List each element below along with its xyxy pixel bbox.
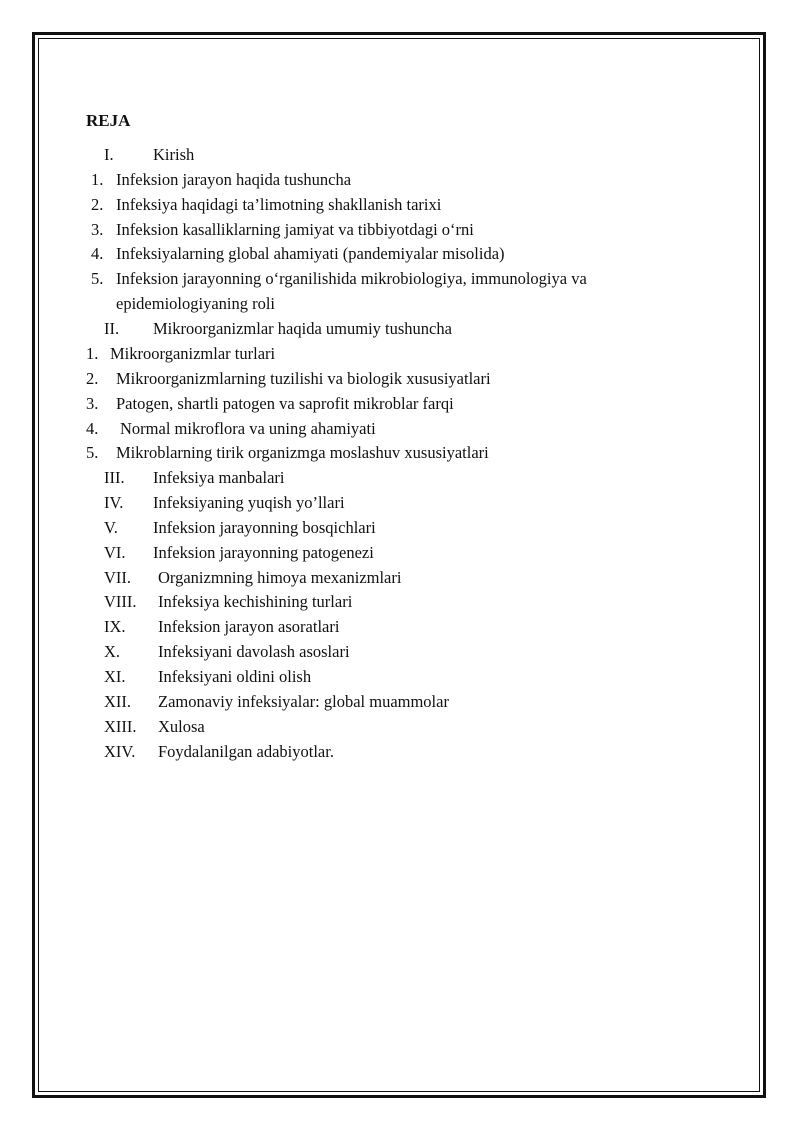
item-text: Foydalanilgan adabiyotlar. bbox=[158, 742, 334, 761]
item-text: Infeksiya manbalari bbox=[153, 468, 285, 487]
item-marker: 5. bbox=[86, 443, 99, 462]
item-marker: X. bbox=[104, 642, 121, 661]
item-marker: XIII. bbox=[104, 717, 137, 736]
item-text: Mikroorganizmlarning tuzilishi va biologik xususiyatlari bbox=[116, 369, 491, 388]
item-text: Xulosa bbox=[158, 717, 205, 736]
item-marker: 3. bbox=[86, 394, 99, 413]
item-text: Zamonaviy infeksiyalar: global muammolar bbox=[158, 692, 449, 711]
item-marker: II. bbox=[104, 319, 120, 338]
item-marker: I. bbox=[104, 145, 114, 164]
item-marker: 3. bbox=[91, 220, 104, 239]
item-marker: 4. bbox=[86, 419, 99, 438]
item-marker: IX. bbox=[104, 617, 126, 636]
item-text: Infeksiyaning yuqish yo’llari bbox=[153, 493, 345, 512]
item-marker: 2. bbox=[86, 369, 99, 388]
item-marker: III. bbox=[104, 468, 125, 487]
item-text: Infeksion jarayonning patogenezi bbox=[153, 543, 374, 562]
item-text: Infeksiyani oldini olish bbox=[158, 667, 312, 686]
item-marker: IV. bbox=[104, 493, 124, 512]
item-text: Infeksion jarayon asoratlari bbox=[158, 617, 340, 636]
item-marker: 5. bbox=[91, 269, 104, 288]
item-text: Infeksiya kechishining turlari bbox=[158, 592, 353, 611]
item-text: Organizmning himoya mexanizmlari bbox=[158, 568, 402, 587]
item-text: Normal mikroflora va uning ahamiyati bbox=[120, 419, 376, 438]
item-text: epidemiologiyaning roli bbox=[116, 294, 276, 313]
item-marker: 2. bbox=[91, 195, 104, 214]
item-text: Infeksiya haqidagi ta’limotning shakllanish tarixi bbox=[116, 195, 442, 214]
item-text: Patogen, shartli patogen va saprofit mikroblar farqi bbox=[116, 394, 454, 413]
item-marker: VI. bbox=[104, 543, 126, 562]
item-text: Infeksion jarayonning o‘rganilishida mikrobiologiya, immunologiya va bbox=[116, 269, 587, 288]
item-marker: 1. bbox=[91, 170, 104, 189]
item-text: Infeksion jarayonning bosqichlari bbox=[153, 518, 376, 537]
item-text: Infeksion kasalliklarning jamiyat va tibbiyotdagi o‘rni bbox=[116, 220, 474, 239]
item-text: Infeksiyalarning global ahamiyati (pandemiyalar misolida) bbox=[116, 244, 505, 263]
item-text: Mikroblarning tirik organizmga moslashuv xususiyatlari bbox=[116, 443, 489, 462]
item-text: Infeksion jarayon haqida tushuncha bbox=[116, 170, 352, 189]
item-marker: 4. bbox=[91, 244, 104, 263]
item-text: Infeksiyani davolash asoslari bbox=[158, 642, 350, 661]
document-title: REJA bbox=[86, 111, 131, 130]
item-marker: XI. bbox=[104, 667, 126, 686]
item-marker: VII. bbox=[104, 568, 132, 587]
item-marker: XIV. bbox=[104, 742, 136, 761]
item-marker: 1. bbox=[86, 344, 99, 363]
item-marker: XII. bbox=[104, 692, 132, 711]
item-text: Mikroorganizmlar haqida umumiy tushuncha bbox=[153, 319, 452, 338]
item-marker: V. bbox=[104, 518, 118, 537]
item-marker: VIII. bbox=[104, 592, 137, 611]
item-text: Mikroorganizmlar turlari bbox=[110, 344, 276, 363]
item-text: Kirish bbox=[153, 145, 195, 164]
